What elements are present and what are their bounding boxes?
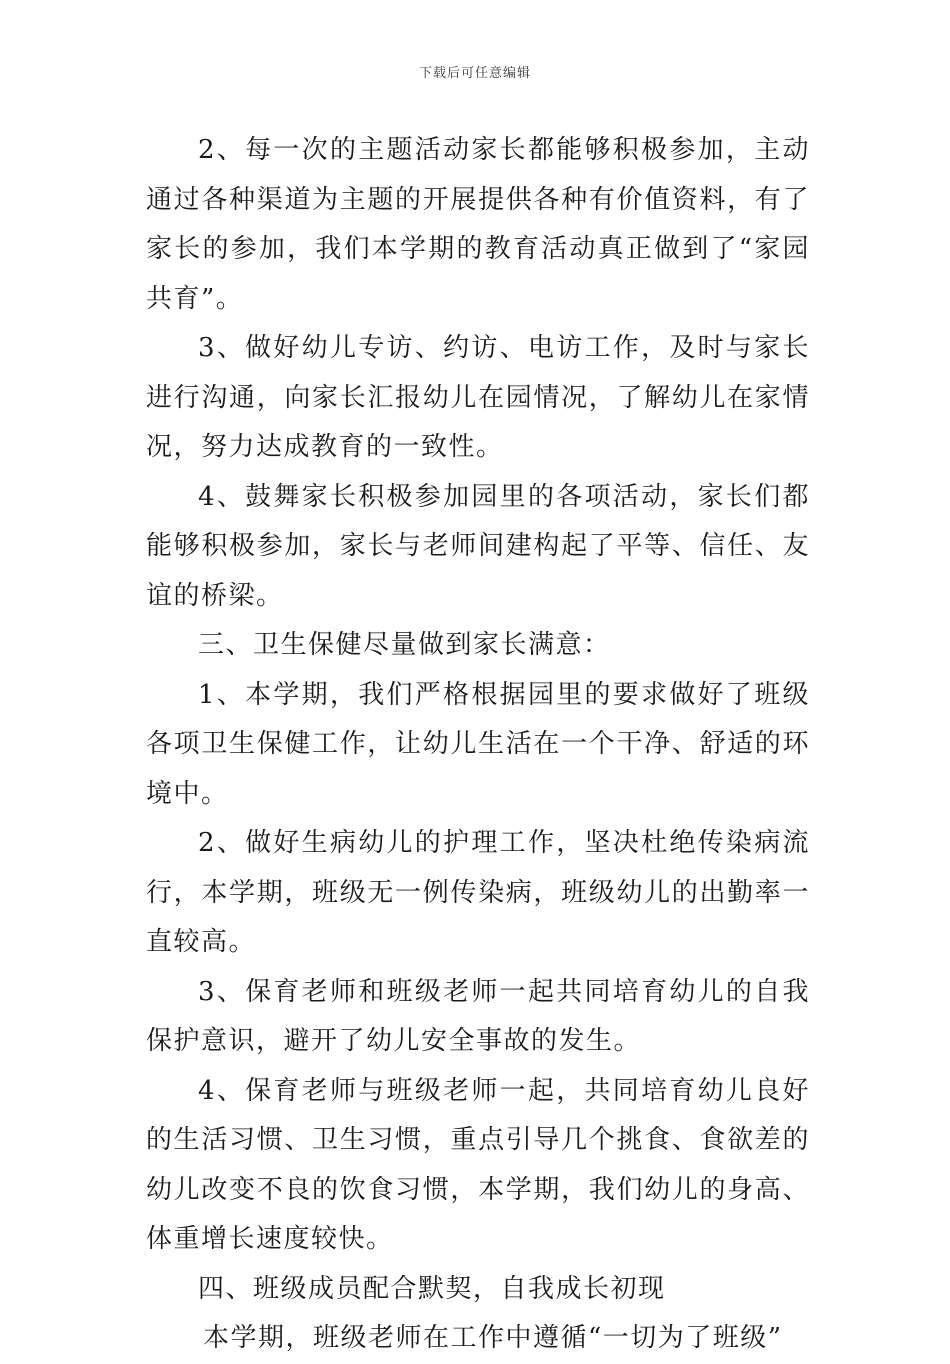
- paragraph-self-protection: 3、保育老师和班级老师一起共同培育幼儿的自我保护意识，避开了幼儿安全事故的发生。: [146, 976, 810, 1056]
- page-header-note: 下载后可任意编辑: [418, 66, 531, 81]
- section-heading-health-care: 三、卫生保健尽量做到家长满意：: [198, 630, 611, 660]
- paragraph-living-habits: 4、保育老师与班级老师一起，共同培育幼儿良好的生活习惯、卫生习惯，重点引导几个挑食、食欲差的幼儿改变不良的饮食习惯，本学期，我们幼儿的身高、体重增长速度较快。: [146, 1075, 810, 1254]
- paragraph-encourage-parents: 4、鼓舞家长积极参加园里的各项活动，家长们都能够积极参加，家长与老师间建构起了平等、信任、友谊的桥梁。: [146, 481, 810, 611]
- document-body: [146, 126, 810, 1364]
- paragraph-home-visits: 3、做好幼儿专访、约访、电访工作，及时与家长进行沟通，向家长汇报幼儿在园情况，了解幼儿在家情况，努力达成教育的一致性。: [146, 333, 810, 462]
- paragraph-sick-care: 2、做好生病幼儿的护理工作，坚决杜绝传染病流行，本学期，班级无一例传染病，班级幼儿的出勤率一直较高。: [146, 828, 810, 957]
- paragraph-parent-participation: 2、每一次的主题活动家长都能够积极参加，主动通过各种渠道为主题的开展提供各种有价值资料，有了家长的参加，我们本学期的教育活动真正做到了“家园共育”。: [146, 135, 810, 314]
- paragraph-hygiene-work: 1、本学期，我们严格根据园里的要求做好了班级各项卫生保健工作，让幼儿生活在一个干净、舒适的环境中。: [146, 679, 810, 809]
- paragraph-team-work: 本学期，班级老师在工作中遵循“一切为了班级”: [203, 1323, 783, 1353]
- section-heading-team-cooperation: 四、班级成员配合默契，自我成长初现: [198, 1273, 666, 1304]
